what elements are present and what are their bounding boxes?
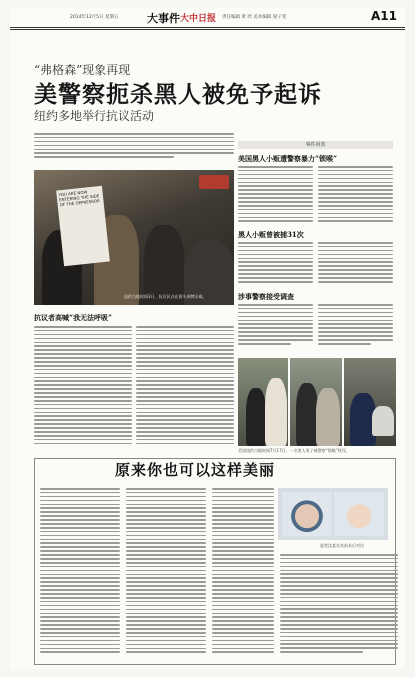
feature-column-2	[126, 488, 206, 666]
sidebar-photo-1	[238, 358, 288, 446]
body-column-1	[34, 326, 132, 454]
sidebar-photo-3	[344, 358, 396, 446]
page-header	[10, 8, 405, 26]
feature-title: 原来你也可以这样美丽	[115, 461, 276, 479]
sidebar-photos-caption: 美国纽约当地时间7月17日，一名黑人男子被警察“锁喉”致死。	[238, 448, 350, 453]
sidebar-photo-2	[290, 358, 342, 446]
issue-date: 2014年12月5日 星期五	[70, 15, 119, 20]
sidebar-text-1b	[318, 166, 393, 228]
header-rule	[10, 27, 405, 28]
editor-credits: 责任编辑 黄 欣 美术编辑 梁子雯	[222, 15, 287, 20]
section-name: 大事件	[147, 12, 180, 25]
subheadline: 纽约多地举行抗议活动	[34, 109, 155, 123]
page-number: A11	[371, 9, 397, 23]
newspaper-logo: 大中日报	[180, 14, 217, 24]
kicker: “弗格森”现象再现	[34, 63, 131, 77]
sidebar-label: 事件回放	[238, 141, 393, 149]
sidebar-title-1: 美国黑人小贩遭警察暴力“锁喉”	[238, 154, 338, 163]
section-heading: 抗议者高喊“我无法呼吸”	[34, 313, 113, 322]
lead-paragraph	[34, 133, 234, 165]
feature-column-4	[280, 554, 398, 666]
feature-column-3	[212, 488, 274, 666]
patient-photo-caption: 患者沈某在术前术后对比	[320, 543, 364, 548]
patient-photo	[278, 488, 388, 540]
sidebar-text-3b	[318, 304, 393, 350]
sidebar-title-3: 涉事警察接受调查	[238, 292, 294, 301]
protest-photo	[34, 170, 234, 305]
sidebar-text-2a	[238, 242, 313, 290]
header-rule-thin	[10, 29, 405, 30]
protest-sign: YOU ARE NOW ENTERING THE SIDE OF THE OPPRESSOR	[56, 186, 110, 266]
headline: 美警察扼杀黑人被免予起诉	[34, 81, 322, 108]
feature-column-1	[40, 488, 120, 666]
photo-caption: 纽约当地时间3日，抗议民众在街头举牌示威。	[124, 294, 207, 299]
sidebar-text-1a	[238, 166, 313, 228]
sidebar-title-2: 黑人小贩曾被捕31次	[238, 230, 304, 239]
sidebar-text-2b	[318, 242, 393, 290]
newspaper-page	[10, 8, 405, 669]
body-column-2	[136, 326, 234, 454]
sidebar-text-3a	[238, 304, 313, 350]
